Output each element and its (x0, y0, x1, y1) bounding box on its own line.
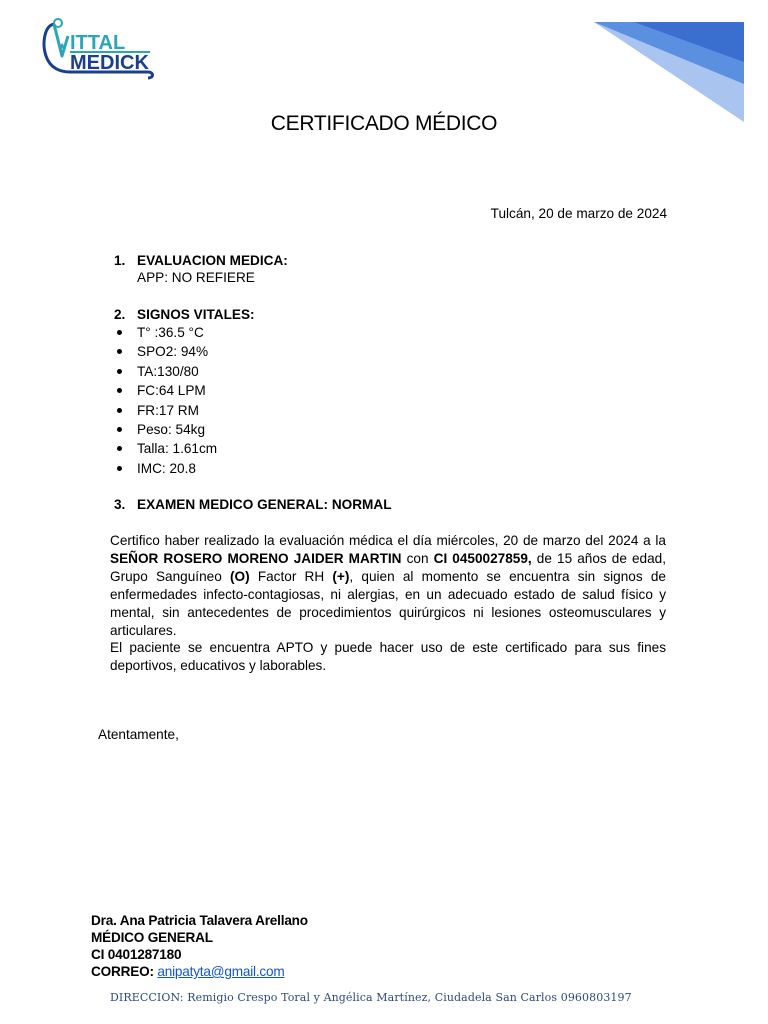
footer-address: DIRECCION: Remigio Crespo Toral y Angélica Martínez, Ciudadela San Carlos 0960803197 (110, 991, 632, 1004)
list-item: FC:64 LPM (137, 382, 217, 401)
app-field: APP: NO REFIERE (137, 270, 255, 285)
list-item: FR:17 RM (137, 402, 217, 421)
section-number: 2. (114, 307, 126, 322)
section-number: 3. (114, 497, 126, 512)
doctor-ci: CI 0401287180 (91, 947, 182, 962)
section-heading (114, 497, 392, 512)
aptitude-paragraph: El paciente se encuentra APTO y puede hacer uso de este certificado para sus fines deportivos, educativos y laborables. (110, 640, 666, 673)
logo-line1: ITTAL (70, 32, 126, 54)
section-number: 1. (114, 253, 126, 268)
section-label: EXAMEN MEDICO GENERAL: NORMAL (137, 497, 392, 512)
doctor-email-line (91, 963, 285, 980)
body-text: con (401, 551, 434, 566)
section-heading (114, 253, 288, 268)
document-date: Tulcán, 20 de marzo de 2024 (490, 206, 667, 221)
patient-name: SEÑOR ROSERO MORENO JAIDER MARTIN (110, 551, 402, 566)
section-label: SIGNOS VITALES: (137, 307, 255, 322)
blood-group: (O) (229, 569, 250, 584)
logo-line2: MEDICK (70, 52, 149, 74)
list-item: T° :36.5 °C (137, 324, 217, 343)
list-item: Talla: 1.61cm (137, 440, 217, 459)
rh-factor: (+) (332, 569, 350, 584)
body-text: de 15 años de edad, Grupo Sanguíneo (110, 551, 667, 584)
list-item: SPO2: 94% (137, 343, 217, 362)
doctor-name: Dra. Ana Patricia Talavera Arellano (91, 913, 308, 928)
closing: Atentamente, (98, 727, 179, 742)
email-label: CORREO: (91, 964, 158, 979)
list-item: TA:130/80 (137, 363, 217, 382)
body-text: Certifico haber realizado la evaluación médica el día miércoles, 20 de marzo del 2024 a la (110, 533, 666, 548)
email-link[interactable]: anipatyta@gmail.com (157, 964, 285, 979)
vital-signs-list (137, 324, 217, 479)
doctor-role: MÉDICO GENERAL (91, 930, 213, 945)
body-text: Factor RH (249, 569, 333, 584)
clinic-logo (40, 16, 160, 88)
body-text: , quien al momento se encuentra sin signos de enfermedades infecto-contagiosas, ni alergias, en un adecuado estado de salud físico y mental, sin antecedentes de procedimientos quirúrgicos ni lesiones osteomusculares y articulares. (110, 569, 666, 638)
stethoscope-icon (40, 16, 160, 88)
list-item: IMC: 20.8 (137, 460, 217, 479)
certification-paragraph (110, 532, 666, 640)
section-label: EVALUACION MEDICA: (137, 253, 288, 268)
page-title: CERTIFICADO MÉDICO (270, 112, 498, 135)
section-heading (114, 307, 255, 322)
corner-decoration (594, 22, 744, 122)
list-item: Peso: 54kg (137, 421, 217, 440)
patient-ci: CI 0450027859, (433, 551, 532, 566)
